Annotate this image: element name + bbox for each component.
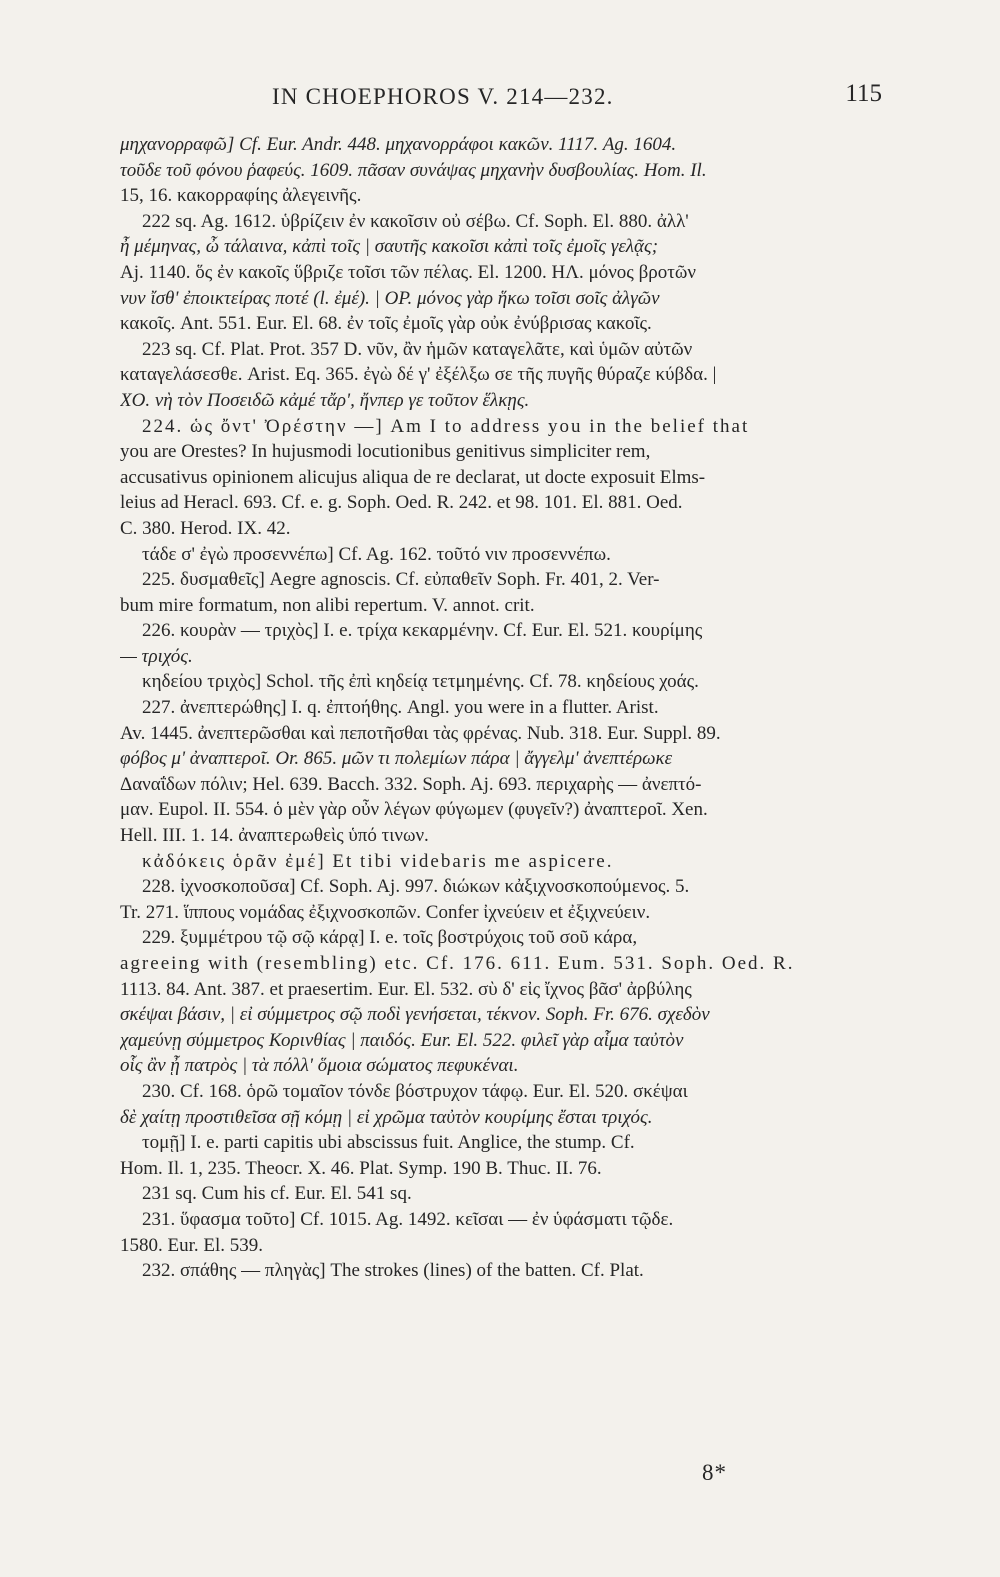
signature-mark: 8* — [702, 1460, 727, 1485]
text-line: leius ad Heracl. 693. Cf. e. g. Soph. Oed. R. 242. et 98. 101. El. 881. Oed. — [120, 492, 683, 514]
text-line: Δαναΐδων πόλιν; Hel. 639. Bacch. 332. Soph. Aj. 693. περιχαρὴς — ἀνεπτό- — [120, 773, 702, 795]
text-line: δὲ χαίτῃ προστιθεῖσα σῇ κόμῃ | εἰ χρῶμα ταὐτὸν κουρίμης ἔσται τριχός. — [120, 1106, 653, 1128]
text-line: Hell. III. 1. 14. ἀναπτερωθεὶς ὑπό τινων. — [120, 825, 429, 847]
text-line: μηχανορραφῶ] Cf. Eur. Andr. 448. μηχανορράφοι κακῶν. 1117. Ag. 1604. — [120, 134, 677, 155]
text-line: 223 sq. Cf. Plat. Prot. 357 D. νῦν, ἂν ἡμῶν καταγελᾶτε, καὶ ὑμῶν αὐτῶν — [142, 338, 693, 360]
page-header — [120, 80, 882, 120]
text-line: τάδε σ' ἐγὼ προσεννέπω] Cf. Ag. 162. τοῦτό νιν προσεννέπω. — [142, 543, 611, 565]
text-line: accusativus opinionem alicujus aliqua de re declarat, ut docte exposuit Elms- — [120, 466, 706, 488]
text-line: 229. ξυμμέτρου τῷ σῷ κάρᾳ] I. e. τοῖς βοστρύχοις τοῦ σοῦ κάρα, — [142, 927, 638, 949]
text-line: κακοῖς. Ant. 551. Eur. El. 68. ἐν τοῖς ἐμοῖς γὰρ οὐκ ἐνύβρισας κακοῖς. — [120, 313, 652, 335]
text-line: σκέψαι βάσιν, | εἰ σύμμετρος σῷ ποδὶ γενήσεται, τέκνον. Soph. Fr. 676. σχεδὸν — [120, 1004, 710, 1026]
text-line: μαν. Eupol. II. 554. ὁ μὲν γὰρ οὖν λέγων φύγωμεν (φυγεῖν?) ἀναπτεροῖ. Xen. — [120, 799, 708, 821]
text-line: Hom. Il. 1, 235. Theocr. X. 46. Plat. Symp. 190 B. Thuc. II. 76. — [120, 1157, 602, 1179]
text-line: τοῦδε τοῦ φόνου ῥαφεύς. 1609. πᾶσαν συνάψας μηχανὴν δυσβουλίας. Hom. Il. — [120, 159, 707, 181]
text-line: 1113. 84. Ant. 387. et praesertim. Eur. El. 532. σὺ δ' εἰς ἴχνος βᾶσ' ἀρβύλης — [120, 978, 692, 1000]
text-line: 231. ὕφασμα τοῦτο] Cf. 1015. Ag. 1492. κεῖσαι — ἐν ὑφάσματι τῷδε. — [142, 1208, 674, 1230]
text-line: φόβος μ' ἀναπτεροῖ. Or. 865. μῶν τι πολεμίων πάρα | ἄγγελμ' ἀνεπτέρωκε — [120, 748, 673, 770]
text-line: 224. ὡς ὄντ' Ὀρέστην —] Am I to address you in the belief that — [142, 415, 750, 437]
text-line: 222 sq. Ag. 1612. ὑβρίζειν ἐν κακοῖσιν οὐ σέβω. Cf. Soph. El. 880. ἀλλ' — [142, 210, 689, 232]
text-line: νυν ἴσθ' ἐποικτείρας ποτέ (l. ἐμέ). | ΟΡ. μόνος γὰρ ἥκω τοῖσι σοῖς ἀλγῶν — [120, 287, 660, 309]
text-line: 1580. Eur. El. 539. — [120, 1234, 264, 1256]
text-line: 230. Cf. 168. ὁρῶ τομαῖον τόνδε βόστρυχον τάφῳ. Eur. El. 520. σκέψαι — [142, 1080, 688, 1102]
text-line: κἀδόκεις ὁρᾶν ἐμέ] Et tibi videbaris me aspicere. — [142, 850, 614, 872]
text-line: ΧΟ. νὴ τὸν Ποσειδῶ κἀμέ τἄρ', ἤνπερ γε τοῦτον ἕλκῃς. — [120, 389, 530, 411]
text-line: 15, 16. κακορραφίης ἀλεγεινῆς. — [120, 185, 362, 207]
text-line: 228. ἰχνοσκοποῦσα] Cf. Soph. Aj. 997. διώκων κἀξιχνοσκοπούμενος. 5. — [142, 876, 690, 898]
text-line: χαμεύνῃ σύμμετρος Κορινθίας | παιδός. Eur. El. 522. φιλεῖ γὰρ αἷμα ταὐτὸν — [120, 1029, 684, 1051]
text-line: — τριχός. — [120, 645, 193, 667]
text-line: κηδείου τριχὸς] Schol. τῆς ἐπὶ κηδείᾳ τετμημένης. Cf. 78. κηδείους χοάς. — [142, 671, 699, 693]
text-line: bum mire formatum, non alibi repertum. V. annot. crit. — [120, 594, 535, 616]
text-line: 226. κουρὰν — τριχὸς] I. e. τρίχα κεκαρμένην. Cf. Eur. El. 521. κουρίμης — [142, 620, 703, 642]
page-number: 115 — [845, 80, 882, 107]
text-line: you are Orestes? In hujusmodi locutionibus genitivus simpliciter rem, — [120, 441, 651, 463]
text-line: ἦ μέμηνας, ὦ τάλαινα, κἀπὶ τοῖς | σαυτῆς κακοῖσι κἀπὶ τοῖς ἐμοῖς γελᾷς; — [120, 236, 659, 258]
commentary-text — [120, 132, 882, 1284]
text-line: Tr. 271. ἵππους νομάδας ἐξιχνοσκοπῶν. Confer ἰχνεύειν et ἐξιχνεύειν. — [120, 901, 651, 923]
text-line: οἷς ἂν ᾖ πατρὸς | τὰ πόλλ' ὅμοια σώματος πεφυκέναι. — [120, 1055, 519, 1077]
text-line: τομῇ] I. e. parti capitis ubi abscissus fuit. Anglice, the stump. Cf. — [142, 1132, 635, 1154]
text-line: 227. ἀνεπτερώθης] I. q. ἐπτοήθης. Angl. you were in a flutter. Arist. — [142, 697, 659, 719]
text-line: καταγελάσεσθε. Arist. Eq. 365. ἐγὼ δέ γ' ἐξέλξω σε τῆς πυγῆς θύραζε κύβδα. | — [120, 364, 717, 386]
text-line: 231 sq. Cum his cf. Eur. El. 541 sq. — [142, 1183, 412, 1205]
text-line: 232. σπάθης — πληγὰς] The strokes (lines) of the batten. Cf. Plat. — [142, 1260, 644, 1282]
text-line: Av. 1445. ἀνεπτερῶσθαι καὶ πεποτῆσθαι τὰς φρένας. Nub. 318. Eur. Suppl. 89. — [120, 722, 721, 744]
text-line: Aj. 1140. ὅς ἐν κακοῖς ὕβριζε τοῖσι τῶν πέλας. El. 1200. ΗΛ. μόνος βροτῶν — [120, 261, 696, 283]
text-line: C. 380. Herod. IX. 42. — [120, 517, 291, 539]
running-head: IN CHOEPHOROS V. 214—232. — [272, 84, 614, 109]
text-line: 225. δυσμαθεῖς] Aegre agnoscis. Cf. εὐπαθεῖν Soph. Fr. 401, 2. Ver- — [142, 569, 660, 591]
text-line: agreeing with (resembling) etc. Cf. 176. 611. Eum. 531. Soph. Oed. R. — [120, 953, 795, 974]
